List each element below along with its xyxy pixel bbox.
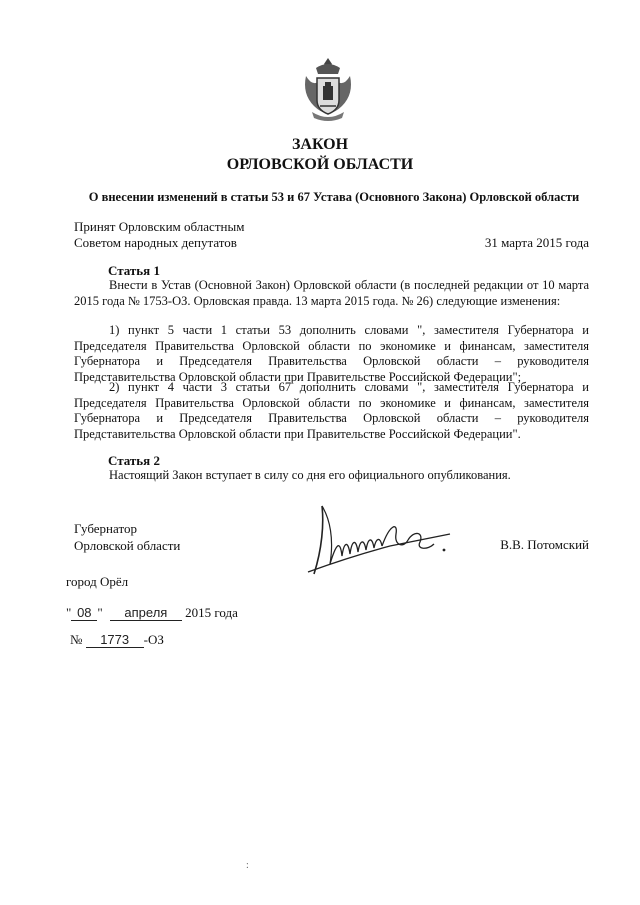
- handwritten-signature: [300, 494, 460, 594]
- number-suffix: -ОЗ: [143, 632, 164, 647]
- adoption-date: 31 марта 2015 года: [484, 235, 589, 250]
- article-2-text: Настоящий Закон вступает в силу со дня его официального опубликования.: [109, 468, 511, 482]
- adoption-line: Советом народных депутатов: [74, 235, 237, 250]
- law-region-title: ОРЛОВСКОЙ ОБЛАСТИ: [226, 156, 414, 173]
- number-value: 1773: [86, 632, 144, 648]
- quote-mark: ": [66, 605, 72, 620]
- footer-mark: :: [246, 860, 249, 871]
- article-2-heading: Статья 2: [108, 453, 160, 468]
- signer-position-line: Орловской области: [74, 538, 181, 553]
- number-sign: №: [70, 632, 83, 647]
- law-number: [70, 632, 164, 648]
- signing-place: город Орёл: [66, 574, 129, 589]
- article-1-heading: Статья 1: [108, 263, 160, 278]
- article-1-item-1: 1) пункт 5 части 1 статьи 53 дополнить словами ", заместителя Губернатора и Председателя Правительства Орловской области по экономике и финансам, заместителя Губернатора и Председателя Правительства Орловской области – руководителя Представительства Орловской области при Правительстве Российской Федерации";: [74, 323, 589, 384]
- article-1-item-2: 2) пункт 4 части 3 статьи 67 дополнить словами ", заместителя Губернатора и Председателя Правительства Орловской области по экономике и финансам, заместителя Губернатора и Председателя Правительства Орловской области – руководителя Представительства Орловской области при Правительстве Российской Федерации".: [74, 380, 589, 441]
- article-1-intro: Внести в Устав (Основной Закон) Орловской области (в последней редакции от 10 марта 2015 года № 1753-ОЗ. Орловская правда. 13 марта 2015 года. № 26) следующие изменения:: [74, 278, 589, 308]
- law-subject: О внесении изменений в статьи 53 и 67 Устава (Основного Закона) Орловской области: [88, 190, 580, 204]
- law-title: ЗАКОН: [291, 136, 349, 153]
- signer-name: В.В. Потомский: [500, 537, 589, 552]
- signer-position: [74, 520, 180, 554]
- adoption-line: Принят Орловским областным: [74, 219, 245, 234]
- date-year: 2015 года: [185, 605, 238, 620]
- date-month: апреля: [110, 605, 182, 621]
- signing-date: [66, 605, 238, 621]
- signer-position-line: Губернатор: [74, 521, 137, 536]
- quote-mark: ": [97, 605, 103, 620]
- coat-of-arms-emblem: [302, 56, 354, 126]
- date-day: 08: [71, 605, 97, 621]
- adoption-body: [74, 219, 244, 251]
